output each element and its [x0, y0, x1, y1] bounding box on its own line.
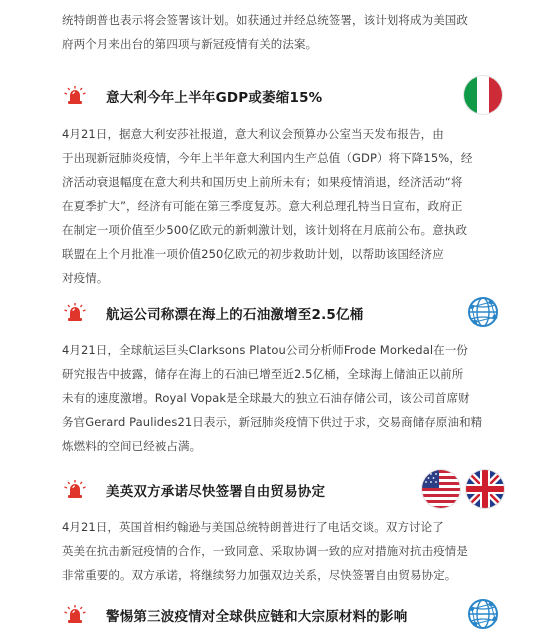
section-paragraph-us-uk	[62, 515, 502, 587]
section-heading-italy	[62, 76, 502, 116]
globe-network-icon	[464, 293, 502, 331]
uk-flag-icon	[466, 470, 504, 508]
text-line: 4月21日，英国首相约翰逊与美国总统特朗普进行了电话交谈。双方讨论了	[62, 520, 444, 534]
text-line: 在夏季扩大”，经济有可能在第三季度复苏。意大利总理孔特当日宣布，政府正	[62, 199, 463, 213]
us-flag-icon	[422, 470, 460, 508]
text-line: 非常重要的。双方承诺，将继续努力加强双边关系，尽快签署自由贸易协定。	[62, 568, 457, 582]
text-line: 研究报告中披露，储存在海上的石油已增至近2.5亿桶，全球海上储油正以前所	[62, 367, 464, 381]
globe-network-icon	[464, 595, 502, 633]
text-line: 在制定一项价值至少500亿欧元的新刺激计划，该计划将在月底前公布。意执政	[62, 223, 468, 237]
text-line: 府两个月来出台的第四项与新冠疫情有关的法案。	[62, 37, 318, 51]
alarm-bell-icon	[62, 301, 88, 323]
text-line: 务官Gerard Paulides21日表示，新冠肺炎疫情下供过于求，交易商储存原油和精	[62, 415, 483, 429]
text-line: 对疫情。	[62, 271, 109, 285]
intro-paragraph	[62, 8, 502, 56]
section-title: 美英双方承诺尽快签署自由贸易协定	[106, 484, 326, 500]
alarm-bell-icon	[62, 603, 88, 625]
text-line: 未有的速度激增。Royal Vopak是全球最大的独立石油存储公司，该公司首席财	[62, 391, 470, 405]
italy-flag-icon	[464, 76, 502, 114]
text-line: 炼燃料的空间已经被占满。	[62, 439, 202, 453]
alarm-bell-icon	[62, 84, 88, 106]
text-line: 英美在抗击新冠疫情的合作，一致同意、采取协调一致的应对措施对抗击疫情是	[62, 544, 468, 558]
text-line: 于出现新冠肺炎疫情，今年上半年意大利国内生产总值（GDP）将下降15%，经	[62, 151, 473, 165]
text-line: 联盟在上个月批准一项价值250亿欧元的初步救助计划，以帮助该国经济应	[62, 247, 444, 261]
section-title: 意大利今年上半年GDP或萎缩15%	[106, 90, 323, 106]
section-heading-supply-chain	[62, 595, 502, 635]
text-line: 4月21日，全球航运巨头Clarksons Platou公司分析师Frode Morkedal在一份	[62, 343, 468, 357]
text-line: 4月21日，据意大利安莎社报道，意大利议会预算办公室当天发布报告，由	[62, 127, 444, 141]
text-line: 济活动衰退幅度在意大利共和国历史上前所未有；如果疫情消退，经济活动“将	[62, 175, 463, 189]
alarm-bell-icon	[62, 478, 88, 500]
section-paragraph-italy	[62, 122, 502, 290]
section-heading-us-uk	[62, 470, 502, 510]
section-title: 航运公司称漂在海上的石油激增至2.5亿桶	[106, 307, 364, 323]
section-title: 警惕第三波疫情对全球供应链和大宗原材料的影响	[106, 609, 408, 625]
section-paragraph-shipping	[62, 338, 502, 458]
section-heading-shipping	[62, 293, 502, 333]
text-line: 统特朗普也表示将会签署该计划。如获通过并经总统签署，该计划将成为美国政	[62, 13, 468, 27]
